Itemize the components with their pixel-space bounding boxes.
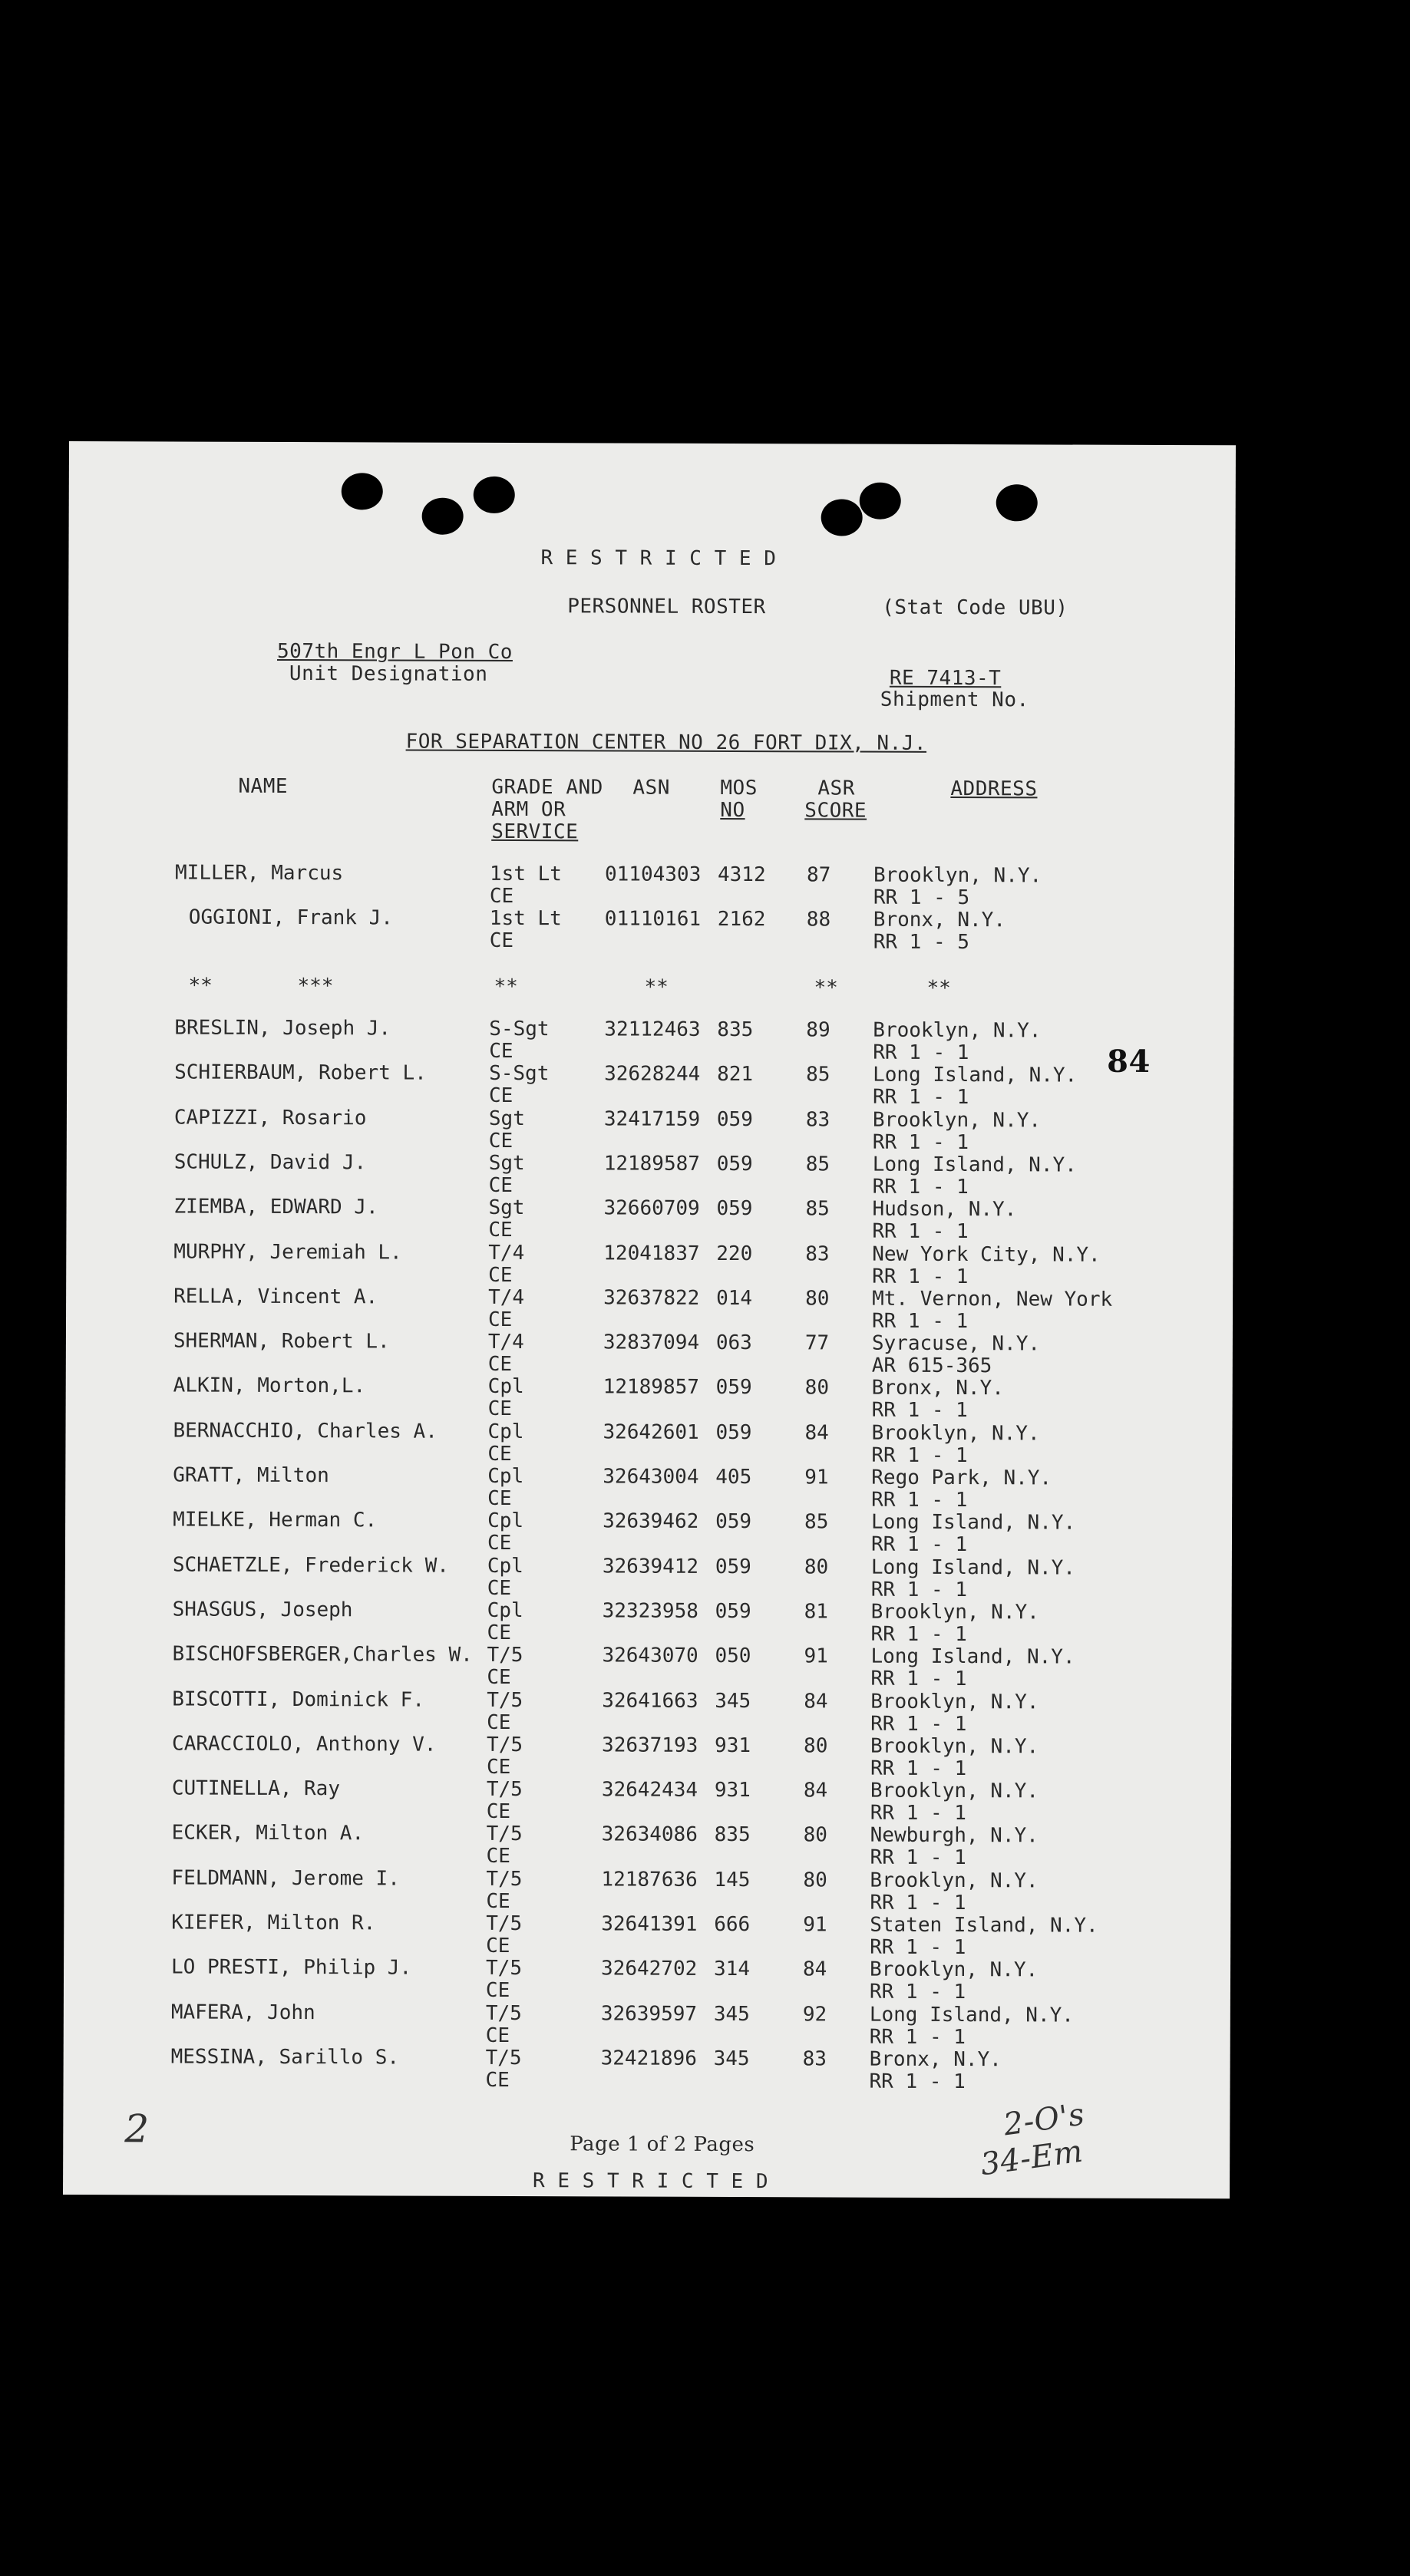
page-indicator: Page 1 of 2 Pages — [570, 2132, 755, 2157]
mos-cell: 405 — [715, 1465, 752, 1489]
person-name: BISCOTTI, Dominick F. — [172, 1687, 425, 1712]
grade-cell: Cpl — [487, 1554, 523, 1578]
person-name: CARACCIOLO, Anthony V. — [172, 1732, 437, 1756]
punch-hole — [422, 498, 464, 535]
address-line2-cell: RR 1 - 1 — [872, 1085, 969, 1110]
asr-score-cell: 91 — [804, 1466, 829, 1489]
officer-address: Brooklyn, N.Y. — [873, 863, 1042, 888]
asr-score-cell: 80 — [803, 1823, 828, 1847]
grade-cell: S-Sgt — [489, 1062, 550, 1086]
table-row — [66, 1330, 1217, 1378]
table-row — [66, 1285, 1217, 1334]
service-cell: CE — [487, 1486, 512, 1511]
col-asr-header-2: SCORE — [804, 799, 867, 823]
grade-cell: T/5 — [486, 1822, 523, 1846]
address-line2-cell: AR 615-365 — [871, 1354, 992, 1378]
grade-cell: T/4 — [488, 1285, 525, 1309]
table-row — [65, 1598, 1217, 1647]
address-cell: Long Island, N.Y. — [870, 1555, 1076, 1580]
officer-grade: 1st Lt — [489, 862, 563, 886]
stamp-number: 84 — [1107, 1043, 1151, 1080]
address-line2-cell: RR 1 - 1 — [870, 1622, 967, 1646]
asn-cell: 32639462 — [603, 1509, 699, 1534]
table-row — [66, 1240, 1217, 1288]
asn-cell: 32660709 — [603, 1196, 700, 1221]
asr-score-cell: 84 — [804, 1689, 828, 1713]
address-cell: Brooklyn, N.Y. — [872, 1108, 1042, 1133]
mos-cell: 059 — [715, 1599, 751, 1624]
asn-cell: 32323958 — [602, 1599, 698, 1623]
col-address-header: ADDRESS — [950, 777, 1038, 801]
address-cell: Brooklyn, N.Y. — [870, 1690, 1039, 1713]
table-row — [63, 2046, 1214, 2094]
unit-designation-label: Unit Designation — [289, 662, 488, 686]
person-name: BRESLIN, Joseph J. — [174, 1016, 391, 1041]
person-name: KIEFER, Milton R. — [171, 1911, 376, 1935]
mos-cell: 835 — [714, 1823, 751, 1847]
mos-cell: 059 — [715, 1376, 752, 1400]
service-cell: CE — [487, 1710, 511, 1734]
asn-cell: 32641391 — [601, 1912, 698, 1936]
mos-cell: 931 — [715, 1733, 751, 1757]
table-row — [65, 1554, 1217, 1602]
table-row — [64, 1867, 1215, 1915]
table-row — [64, 1733, 1216, 1781]
service-cell: CE — [485, 1979, 510, 2003]
asr-score-cell: 84 — [804, 1421, 829, 1445]
handwritten-note-1: 2-O's — [1001, 2096, 1087, 2143]
restricted-bottom: R E S T R I C T E D — [533, 2169, 769, 2194]
asr-score-cell: 84 — [803, 1779, 828, 1803]
asn-cell: 32642601 — [603, 1420, 699, 1444]
person-name: MURPHY, Jeremiah L. — [173, 1239, 402, 1265]
address-cell: Staten Island, N.Y. — [870, 1913, 1098, 1938]
address-line2-cell: RR 1 - 1 — [873, 1041, 969, 1065]
col-mos-header-2: NO — [720, 798, 745, 823]
grade-cell: Sgt — [488, 1107, 525, 1130]
col-asn-header: ASN — [632, 776, 670, 800]
asr-score-cell: 84 — [803, 1958, 827, 1981]
mos-cell: 821 — [717, 1063, 754, 1087]
service-cell: CE — [487, 1397, 512, 1421]
table-row — [67, 1107, 1218, 1155]
mos-cell: 666 — [714, 1912, 751, 1937]
separator-mark: ** — [188, 974, 213, 998]
table-row — [65, 1420, 1217, 1468]
officer-address-line2: RR 1 - 5 — [873, 930, 970, 955]
address-cell: Bronx, N.Y. — [869, 2047, 1002, 2072]
mos-cell: 059 — [716, 1107, 753, 1131]
mos-cell: 059 — [715, 1420, 752, 1444]
address-line2-cell: RR 1 - 1 — [870, 1578, 968, 1601]
asn-cell: 12041837 — [603, 1241, 700, 1265]
asn-cell: 32643004 — [603, 1465, 699, 1489]
punch-hole — [860, 483, 901, 519]
person-name: MAFERA, John — [170, 2000, 315, 2024]
person-name: SHERMAN, Robert L. — [173, 1329, 390, 1354]
address-cell: Long Island, N.Y. — [869, 2003, 1075, 2027]
handwritten-mark-left: 2 — [124, 2106, 150, 2152]
grade-cell: T/5 — [485, 2001, 522, 2025]
person-name: MESSINA, Sarillo S. — [170, 2045, 400, 2070]
address-cell: Newburgh, N.Y. — [870, 1824, 1039, 1848]
officer-mos: 2162 — [717, 907, 766, 932]
grade-cell: T/5 — [487, 1688, 523, 1712]
asr-score-cell: 80 — [803, 1869, 827, 1892]
restricted-top: R E S T R I C T E D — [540, 546, 777, 571]
address-cell: Brooklyn, N.Y. — [870, 1734, 1039, 1759]
table-row — [64, 1956, 1215, 2004]
separator-row — [67, 975, 1218, 1023]
grade-cell: Cpl — [487, 1509, 524, 1533]
address-line2-cell: RR 1 - 1 — [872, 1130, 969, 1154]
unit-designation: 507th Engr L Pon Co — [276, 639, 513, 665]
person-name: LO PRESTI, Philip J. — [171, 1955, 412, 1980]
table-row — [66, 1374, 1217, 1423]
handwritten-note-2: 34-Em — [978, 2133, 1085, 2183]
officer-asn: 01104303 — [604, 863, 702, 886]
person-name: MIELKE, Herman C. — [173, 1508, 378, 1532]
table-row — [64, 1911, 1215, 1960]
asr-score-cell: 80 — [804, 1555, 829, 1579]
service-cell: CE — [487, 1353, 513, 1377]
mos-cell: 059 — [716, 1152, 753, 1176]
mos-cell: 220 — [716, 1242, 753, 1265]
table-row — [64, 2001, 1215, 2050]
col-grade-header-3: SERVICE — [491, 820, 579, 844]
asr-score-cell: 81 — [804, 1600, 829, 1624]
table-row — [64, 1687, 1216, 1736]
service-cell: CE — [486, 1934, 510, 1958]
asr-score-cell: 77 — [804, 1331, 830, 1355]
col-mos-header-1: MOS — [720, 776, 758, 800]
address-cell: Bronx, N.Y. — [871, 1377, 1004, 1400]
address-line2-cell: RR 1 - 1 — [872, 1175, 969, 1199]
person-name: CAPIZZI, Rosario — [173, 1106, 367, 1130]
asr-score-cell: 80 — [805, 1287, 830, 1311]
asn-cell: 32421896 — [600, 2047, 697, 2070]
address-line2-cell: RR 1 - 1 — [871, 1399, 968, 1423]
asr-score-cell: 91 — [804, 1644, 828, 1668]
address-line2-cell: RR 1 - 1 — [869, 2025, 966, 2049]
asr-score-cell: 80 — [804, 1734, 828, 1758]
officer-row — [68, 906, 1219, 955]
table-row — [67, 1017, 1218, 1065]
address-line2-cell: RR 1 - 1 — [871, 1488, 968, 1512]
service-cell: CE — [488, 1129, 513, 1153]
asn-cell: 32639597 — [600, 2002, 698, 2026]
grade-cell: T/4 — [487, 1331, 524, 1354]
mos-cell: 835 — [717, 1018, 754, 1042]
asr-score-cell: 91 — [803, 1913, 827, 1937]
service-cell: CE — [487, 1666, 511, 1690]
col-grade-header-2: ARM OR — [491, 797, 566, 822]
punch-hole — [821, 499, 863, 536]
service-cell: CE — [487, 1621, 511, 1644]
grade-cell: Cpl — [487, 1375, 524, 1399]
asr-score-cell: 83 — [802, 2047, 827, 2071]
address-line2-cell: RR 1 - 1 — [869, 1980, 966, 2004]
officer-grade: 1st Lt — [489, 906, 562, 931]
address-cell: Syracuse, N.Y. — [871, 1331, 1041, 1356]
service-cell: CE — [486, 1800, 511, 1824]
stat-code: (Stat Code UBU) — [882, 595, 1068, 620]
separator-mark: *** — [297, 975, 334, 998]
address-cell: Brooklyn, N.Y. — [873, 1018, 1042, 1043]
punch-hole — [342, 473, 383, 510]
service-cell: CE — [486, 1889, 510, 1913]
mos-cell: 059 — [716, 1197, 753, 1221]
address-line2-cell: RR 1 - 1 — [870, 1801, 967, 1826]
asr-score-cell: 83 — [805, 1242, 830, 1265]
col-name-header: NAME — [238, 774, 289, 798]
punch-hole — [474, 477, 515, 513]
asr-score-cell: 83 — [805, 1107, 830, 1132]
officer-asr: 87 — [806, 863, 831, 887]
asn-cell: 32637822 — [603, 1286, 700, 1310]
grade-cell: T/5 — [486, 1867, 523, 1891]
grade-cell: Cpl — [487, 1464, 524, 1489]
grade-cell: T/5 — [486, 1778, 523, 1802]
shipment-label: Shipment No. — [880, 688, 1029, 712]
asr-score-cell: 89 — [806, 1018, 830, 1042]
mos-cell: 059 — [715, 1555, 751, 1578]
service-cell: CE — [487, 1442, 512, 1466]
address-line2-cell: RR 1 - 1 — [870, 1756, 967, 1780]
asn-cell: 32634086 — [601, 1822, 698, 1847]
asn-cell: 32642702 — [601, 1957, 698, 1981]
asn-cell: 32639412 — [602, 1555, 699, 1578]
asr-score-cell: 80 — [804, 1376, 830, 1400]
asn-cell: 32837094 — [603, 1331, 700, 1354]
officer-asn: 01110161 — [604, 907, 702, 931]
asn-cell: 12189587 — [603, 1152, 701, 1176]
mos-cell: 931 — [714, 1779, 751, 1803]
person-name: BERNACCHIO, Charles A. — [173, 1419, 438, 1443]
person-name: SCHULZ, David J. — [173, 1150, 367, 1175]
officer-row — [68, 862, 1219, 910]
grade-cell: Cpl — [487, 1420, 524, 1443]
grade-cell: T/5 — [486, 1957, 523, 1981]
person-name: CUTINELLA, Ray — [171, 1776, 341, 1801]
address-cell: Long Island, N.Y. — [872, 1153, 1077, 1177]
address-cell: Brooklyn, N.Y. — [870, 1869, 1039, 1893]
address-cell: Long Island, N.Y. — [870, 1644, 1075, 1669]
person-name: ECKER, Milton A. — [171, 1821, 365, 1845]
person-name: RELLA, Vincent A. — [173, 1285, 378, 1309]
address-line2-cell: RR 1 - 1 — [869, 2070, 966, 2093]
table-row — [67, 1151, 1218, 1199]
grade-cell: T/5 — [487, 1733, 523, 1756]
table-row — [64, 1777, 1216, 1826]
person-name: SCHIERBAUM, Robert L. — [174, 1060, 427, 1085]
separator-mark: ** — [644, 975, 669, 999]
address-cell: Hudson, N.Y. — [872, 1197, 1017, 1222]
grade-cell: Sgt — [488, 1196, 525, 1220]
person-name: SCHAETZLE, Frederick W. — [172, 1553, 449, 1578]
mos-cell: 145 — [714, 1868, 751, 1892]
separator-mark: ** — [926, 976, 951, 1001]
roster-page — [63, 441, 1236, 2198]
mos-cell: 059 — [715, 1510, 752, 1534]
address-line2-cell: RR 1 - 1 — [870, 1891, 966, 1915]
address-line2-cell: RR 1 - 1 — [870, 1846, 966, 1870]
asr-score-cell: 85 — [805, 1197, 830, 1221]
address-cell: Mt. Vernon, New York — [872, 1287, 1113, 1311]
officer-address-line2: RR 1 - 5 — [873, 886, 970, 910]
asr-score-cell: 85 — [806, 1063, 830, 1087]
person-name: SHASGUS, Joseph — [172, 1598, 353, 1622]
grade-cell: S-Sgt — [489, 1017, 550, 1041]
table-row — [64, 1643, 1216, 1691]
officer-address: Bronx, N.Y. — [873, 908, 1006, 932]
address-cell: Rego Park, N.Y. — [871, 1466, 1052, 1490]
asn-cell: 32628244 — [604, 1062, 701, 1087]
address-line2-cell: RR 1 - 1 — [870, 1532, 968, 1557]
mos-cell: 314 — [714, 1958, 751, 1981]
asr-score-cell: 85 — [805, 1153, 830, 1176]
asn-cell: 32417159 — [603, 1107, 701, 1131]
address-line2-cell: RR 1 - 1 — [871, 1309, 969, 1333]
grade-cell: Sgt — [488, 1151, 525, 1175]
table-row — [66, 1196, 1217, 1244]
officer-service: CE — [489, 928, 514, 953]
grade-cell: Cpl — [487, 1598, 523, 1622]
service-cell: CE — [485, 2024, 510, 2047]
person-name: ALKIN, Morton,L. — [173, 1374, 366, 1398]
asn-cell: 32643070 — [602, 1644, 698, 1668]
table-row — [64, 1822, 1216, 1870]
asn-cell: 32641663 — [602, 1688, 698, 1713]
mos-cell: 063 — [715, 1331, 752, 1355]
service-cell: CE — [486, 1755, 511, 1779]
mos-cell: 345 — [715, 1689, 751, 1713]
punch-hole — [996, 484, 1038, 521]
asr-score-cell: 92 — [802, 2002, 827, 2027]
mos-cell: 345 — [713, 2002, 750, 2026]
destination-heading: FOR SEPARATION CENTER NO 26 FORT DIX, N.J. — [405, 730, 927, 755]
table-row — [65, 1509, 1217, 1557]
person-name: BISCHOFSBERGER,Charles W. — [172, 1642, 473, 1667]
service-cell: CE — [486, 1845, 510, 1869]
address-line2-cell: RR 1 - 1 — [870, 1667, 967, 1691]
service-cell: CE — [485, 2068, 510, 2092]
address-cell: Long Island, N.Y. — [873, 1063, 1078, 1087]
officer-asr: 88 — [806, 908, 831, 932]
address-line2-cell: RR 1 - 1 — [870, 1712, 967, 1736]
address-line2-cell: RR 1 - 1 — [872, 1265, 969, 1288]
service-cell: CE — [487, 1532, 512, 1555]
asr-score-cell: 85 — [804, 1510, 829, 1534]
address-cell: Brooklyn, N.Y. — [870, 1779, 1039, 1803]
table-row — [67, 1061, 1218, 1110]
service-cell: CE — [488, 1084, 513, 1108]
address-cell: New York City, N.Y. — [872, 1242, 1101, 1267]
address-cell: Brooklyn, N.Y. — [870, 1600, 1039, 1624]
address-cell: Brooklyn, N.Y. — [870, 1958, 1039, 1982]
grade-cell: T/5 — [487, 1644, 523, 1667]
grade-cell: T/5 — [485, 2046, 522, 2070]
person-name: FELDMANN, Jerome I. — [171, 1866, 400, 1891]
address-cell: Brooklyn, N.Y. — [871, 1421, 1040, 1446]
officer-name: OGGIONI, Frank J. — [188, 905, 393, 930]
separator-mark: ** — [494, 975, 518, 999]
mos-cell: 014 — [716, 1286, 753, 1310]
mos-cell: 345 — [713, 2047, 750, 2070]
asn-cell: 12189857 — [603, 1375, 699, 1400]
col-asr-header-1: ASR — [817, 777, 855, 800]
service-cell: CE — [487, 1576, 512, 1600]
asn-cell: 32112463 — [604, 1018, 701, 1041]
service-cell: CE — [487, 1308, 513, 1331]
address-line2-cell: RR 1 - 1 — [871, 1443, 968, 1467]
shipment-number: RE 7413-T — [889, 666, 1002, 691]
service-cell: CE — [488, 1219, 513, 1242]
col-grade-header-1: GRADE AND — [491, 775, 603, 800]
officer-mos: 4312 — [717, 863, 766, 887]
address-line2-cell: RR 1 - 1 — [872, 1219, 969, 1244]
page-title: PERSONNEL ROSTER — [567, 595, 766, 619]
asn-cell: 12187636 — [601, 1868, 698, 1892]
address-cell: Long Island, N.Y. — [871, 1510, 1076, 1535]
asn-cell: 32637193 — [602, 1733, 698, 1757]
separator-mark: ** — [814, 976, 838, 1000]
officer-name: MILLER, Marcus — [174, 861, 344, 886]
service-cell: CE — [488, 1263, 513, 1287]
grade-cell: T/5 — [486, 1911, 523, 1936]
officer-service: CE — [489, 884, 514, 909]
table-row — [65, 1464, 1217, 1512]
mos-cell: 050 — [715, 1644, 751, 1668]
person-name: ZIEMBA, EDWARD J. — [173, 1195, 378, 1219]
address-line2-cell: RR 1 - 1 — [870, 1935, 966, 1960]
person-name: GRATT, Milton — [173, 1463, 329, 1488]
grade-cell: T/4 — [488, 1241, 525, 1265]
service-cell: CE — [488, 1173, 513, 1197]
service-cell: CE — [489, 1039, 513, 1064]
asn-cell: 32642434 — [601, 1778, 698, 1802]
